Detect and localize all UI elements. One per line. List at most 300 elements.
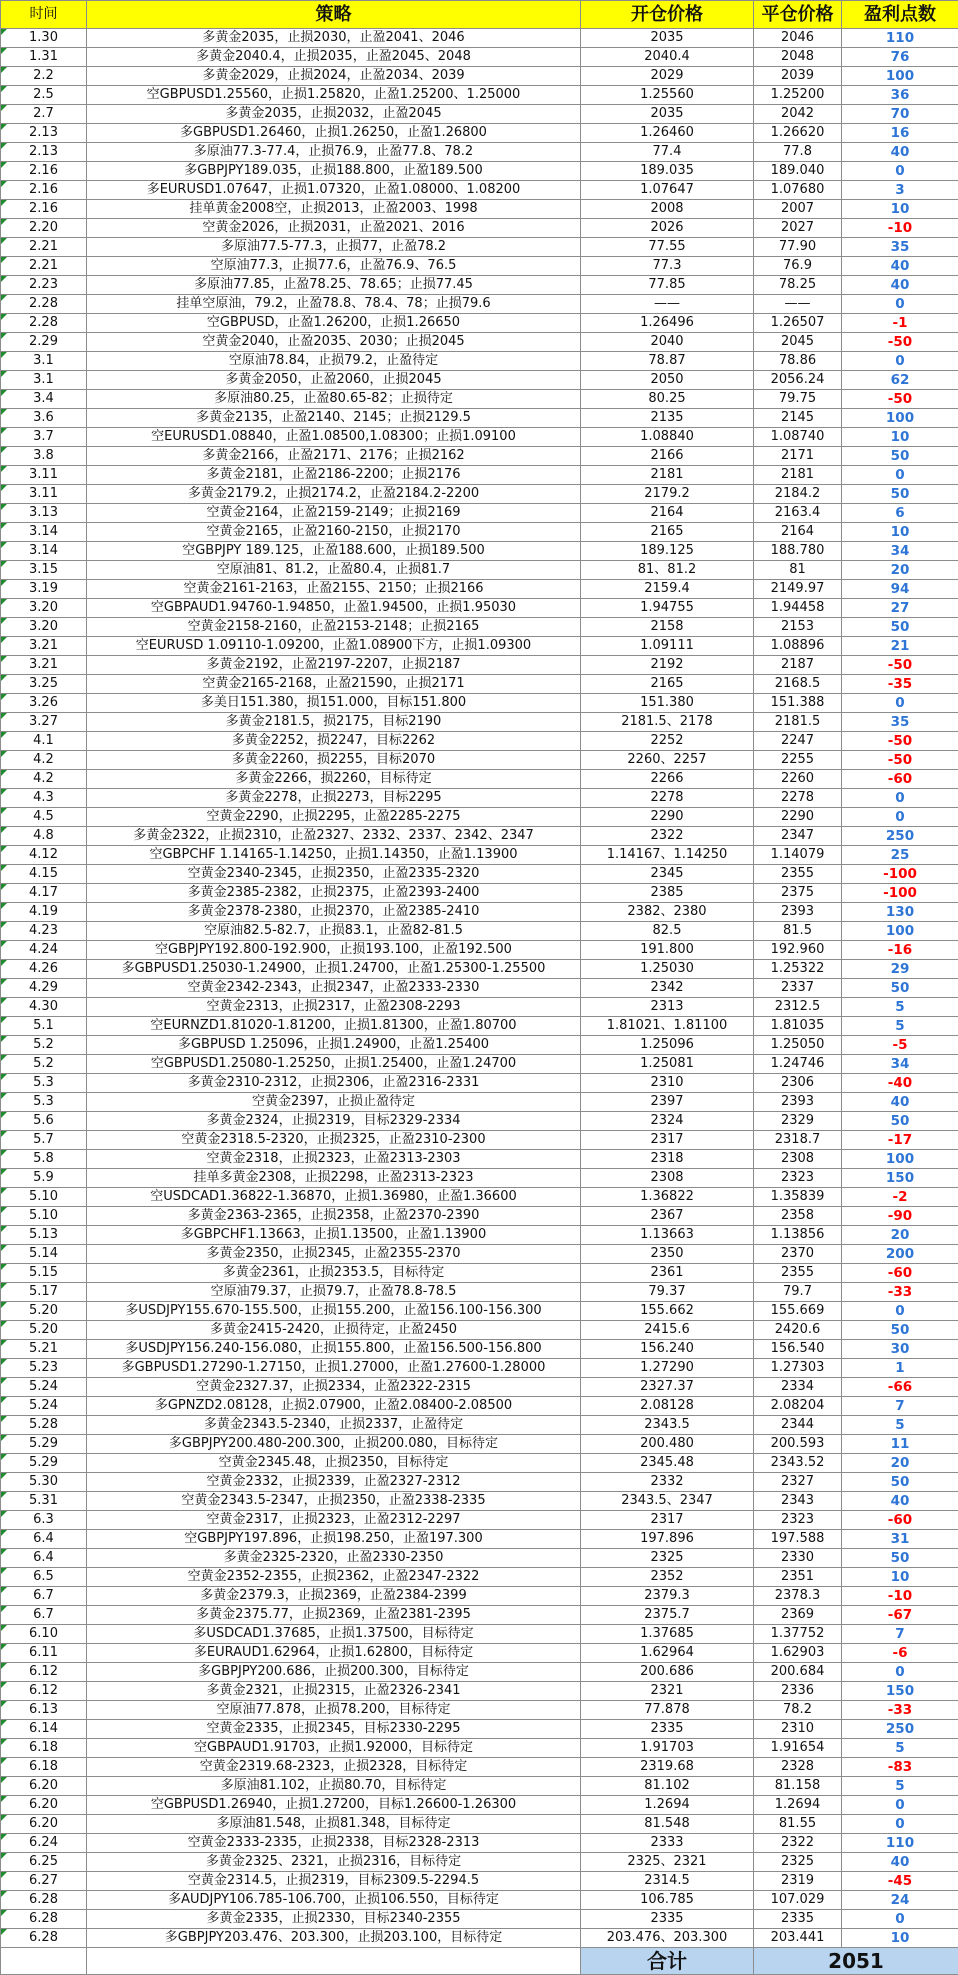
cell-profit-points: -60 [842, 1511, 958, 1530]
cell-open-price: 2343.5、2347 [581, 1492, 754, 1511]
table-row [1, 922, 958, 941]
table-row [1, 846, 958, 865]
cell-close-price: 1.91654 [754, 1739, 842, 1758]
table-row [1, 48, 958, 67]
cell-time: 6.5 [1, 1568, 87, 1587]
cell-strategy: 空GBPJPY 189.125，止盈188.600，止损189.500 [87, 542, 581, 561]
cell-close-price: 188.780 [754, 542, 842, 561]
table-row [1, 960, 958, 979]
cell-open-price: 2050 [581, 371, 754, 390]
cell-profit-points: 40 [842, 143, 958, 162]
table-row [1, 1701, 958, 1720]
cell-time: 3.7 [1, 428, 87, 447]
table-row [1, 542, 958, 561]
cell-profit-points: 0 [842, 352, 958, 371]
cell-open-price: 77.4 [581, 143, 754, 162]
cell-close-price: 79.7 [754, 1283, 842, 1302]
cell-time: 6.4 [1, 1549, 87, 1568]
cell-time: 5.9 [1, 1169, 87, 1188]
cell-open-price: 2322 [581, 827, 754, 846]
cell-time: 2.7 [1, 105, 87, 124]
table-row [1, 865, 958, 884]
cell-close-price: 189.040 [754, 162, 842, 181]
cell-profit-points: -50 [842, 732, 958, 751]
table-row [1, 333, 958, 352]
cell-open-price: 2343.5 [581, 1416, 754, 1435]
cell-open-price: 1.62964 [581, 1644, 754, 1663]
cell-open-price: 77.55 [581, 238, 754, 257]
cell-profit-points: 20 [842, 1454, 958, 1473]
cell-time: 5.21 [1, 1340, 87, 1359]
cell-strategy: 挂单空原油，79.2，止盈78.8、78.4、78；止损79.6 [87, 295, 581, 314]
cell-strategy: 空黄金2317，止损2323，止盈2312-2297 [87, 1511, 581, 1530]
cell-profit-points: 50 [842, 1321, 958, 1340]
cell-close-price: 2336 [754, 1682, 842, 1701]
cell-close-price: 2330 [754, 1549, 842, 1568]
cell-open-price: 2367 [581, 1207, 754, 1226]
cell-strategy: 空EURUSD 1.09110-1.09200，止盈1.08900下方，止损1.09300 [87, 637, 581, 656]
table-row [1, 1473, 958, 1492]
cell-strategy: 挂单黄金2008空，止损2013，止盈2003、1998 [87, 200, 581, 219]
table-row [1, 1872, 958, 1891]
cell-time: 6.13 [1, 1701, 87, 1720]
cell-profit-points: 94 [842, 580, 958, 599]
cell-close-price: 2308 [754, 1150, 842, 1169]
cell-strategy: 空GBPUSD1.26940，止损1.27200，目标1.26600-1.26300 [87, 1796, 581, 1815]
header-profit-points: 盈利点数 [842, 1, 958, 29]
table-row [1, 941, 958, 960]
cell-strategy: 空黄金2313，止损2317，止盈2308-2293 [87, 998, 581, 1017]
cell-strategy: 多黄金2385-2382，止损2375，止盈2393-2400 [87, 884, 581, 903]
cell-close-price: 2343.52 [754, 1454, 842, 1473]
cell-strategy: 空GBPJPY197.896，止损198.250，止盈197.300 [87, 1530, 581, 1549]
cell-close-price: 2375 [754, 884, 842, 903]
table-row [1, 1853, 958, 1872]
cell-close-price: 2312.5 [754, 998, 842, 1017]
table-row [1, 618, 958, 637]
cell-close-price: 2181 [754, 466, 842, 485]
table-row [1, 523, 958, 542]
cell-profit-points: -10 [842, 1587, 958, 1606]
cell-close-price: 2007 [754, 200, 842, 219]
cell-strategy: 空黄金2345.48，止损2350，目标待定 [87, 1454, 581, 1473]
cell-time: 3.26 [1, 694, 87, 713]
cell-close-price: 81.55 [754, 1815, 842, 1834]
cell-strategy: 多USDCAD1.37685，止损1.37500，目标待定 [87, 1625, 581, 1644]
cell-time: 6.28 [1, 1891, 87, 1910]
cell-time: 2.23 [1, 276, 87, 295]
table-row [1, 1720, 958, 1739]
cell-profit-points: -50 [842, 390, 958, 409]
table-row [1, 1777, 958, 1796]
table-row [1, 808, 958, 827]
cell-open-price: 2040 [581, 333, 754, 352]
cell-time: 6.11 [1, 1644, 87, 1663]
cell-strategy: 空原油77.3，止损77.6，止盈76.9、76.5 [87, 257, 581, 276]
cell-strategy: 多黄金2181，止盈2186-2200；止损2176 [87, 466, 581, 485]
cell-open-price: 2008 [581, 200, 754, 219]
cell-profit-points: 11 [842, 1435, 958, 1454]
cell-profit-points: 10 [842, 1568, 958, 1587]
cell-time: 5.14 [1, 1245, 87, 1264]
cell-time: 2.28 [1, 295, 87, 314]
cell-strategy: 多原油77.3-77.4，止损76.9，止盈77.8、78.2 [87, 143, 581, 162]
cell-profit-points: 5 [842, 1739, 958, 1758]
cell-open-price: 2179.2 [581, 485, 754, 504]
table-row [1, 219, 958, 238]
cell-time: 2.5 [1, 86, 87, 105]
cell-strategy: 空GBPJPY192.800-192.900，止损193.100，止盈192.500 [87, 941, 581, 960]
cell-close-price: 2358 [754, 1207, 842, 1226]
cell-open-price: 2332 [581, 1473, 754, 1492]
cell-open-price: 2313 [581, 998, 754, 1017]
cell-close-price: —— [754, 295, 842, 314]
cell-open-price: 2375.7 [581, 1606, 754, 1625]
cell-profit-points: -100 [842, 884, 958, 903]
cell-open-price: 2379.3 [581, 1587, 754, 1606]
cell-open-price: 200.686 [581, 1663, 754, 1682]
cell-close-price: 77.8 [754, 143, 842, 162]
table-row [1, 1150, 958, 1169]
cell-strategy: 空黄金2397，止损止盈待定 [87, 1093, 581, 1112]
table-row [1, 181, 958, 200]
cell-open-price: 106.785 [581, 1891, 754, 1910]
cell-close-price: 81 [754, 561, 842, 580]
cell-profit-points: 36 [842, 86, 958, 105]
cell-strategy: 多黄金2252，损2247，目标2262 [87, 732, 581, 751]
cell-strategy: 空黄金2319.68-2323，止损2328，目标待定 [87, 1758, 581, 1777]
table-row [1, 504, 958, 523]
cell-strategy: 空GBPAUD1.91703，止损1.92000，目标待定 [87, 1739, 581, 1758]
cell-open-price: —— [581, 295, 754, 314]
cell-close-price: 2393 [754, 903, 842, 922]
cell-close-price: 1.37752 [754, 1625, 842, 1644]
cell-close-price: 2042 [754, 105, 842, 124]
cell-profit-points: 100 [842, 409, 958, 428]
table-row [1, 238, 958, 257]
cell-close-price: 2310 [754, 1720, 842, 1739]
cell-profit-points: 0 [842, 162, 958, 181]
table-row [1, 1929, 958, 1948]
cell-time: 5.28 [1, 1416, 87, 1435]
cell-close-price: 2184.2 [754, 485, 842, 504]
cell-open-price: 2345 [581, 865, 754, 884]
table-row [1, 1264, 958, 1283]
cell-open-price: 2310 [581, 1074, 754, 1093]
table-row [1, 1397, 958, 1416]
cell-close-price: 2327 [754, 1473, 842, 1492]
cell-open-price: 1.81021、1.81100 [581, 1017, 754, 1036]
cell-time: 4.17 [1, 884, 87, 903]
cell-open-price: 82.5 [581, 922, 754, 941]
cell-time: 6.18 [1, 1758, 87, 1777]
cell-strategy: 空EURUSD1.08840，止盈1.08500,1.08300；止损1.09100 [87, 428, 581, 447]
table-row [1, 1435, 958, 1454]
table-row [1, 200, 958, 219]
cell-close-price: 2378.3 [754, 1587, 842, 1606]
cell-profit-points: 27 [842, 599, 958, 618]
cell-close-price: 2344 [754, 1416, 842, 1435]
cell-time: 6.25 [1, 1853, 87, 1872]
cell-profit-points: 21 [842, 637, 958, 656]
cell-time: 4.26 [1, 960, 87, 979]
cell-strategy: 多黄金2179.2，止损2174.2，止盈2184.2-2200 [87, 485, 581, 504]
cell-strategy: 空黄金2335，止损2345，目标2330-2295 [87, 1720, 581, 1739]
cell-close-price: 200.684 [754, 1663, 842, 1682]
cell-profit-points: -17 [842, 1131, 958, 1150]
cell-profit-points: 100 [842, 922, 958, 941]
cell-profit-points: 0 [842, 694, 958, 713]
table-row [1, 1036, 958, 1055]
cell-close-price: 1.62903 [754, 1644, 842, 1663]
cell-open-price: 2159.4 [581, 580, 754, 599]
cell-profit-points: 0 [842, 789, 958, 808]
table-row [1, 276, 958, 295]
cell-profit-points: 35 [842, 713, 958, 732]
cell-profit-points: -1 [842, 314, 958, 333]
table-row [1, 466, 958, 485]
cell-profit-points: 31 [842, 1530, 958, 1549]
cell-open-price: 81.548 [581, 1815, 754, 1834]
cell-open-price: 2325 [581, 1549, 754, 1568]
cell-strategy: 空原油82.5-82.7，止损83.1，止盈82-81.5 [87, 922, 581, 941]
cell-open-price: 79.37 [581, 1283, 754, 1302]
cell-profit-points: 30 [842, 1340, 958, 1359]
cell-open-price: 78.87 [581, 352, 754, 371]
cell-strategy: 多AUDJPY106.785-106.700，止损106.550，目标待定 [87, 1891, 581, 1910]
cell-open-price: 2135 [581, 409, 754, 428]
cell-open-price: 80.25 [581, 390, 754, 409]
cell-strategy: 多黄金2035，止损2032，止盈2045 [87, 105, 581, 124]
total-spacer-strategy [87, 1948, 581, 1975]
cell-close-price: 2027 [754, 219, 842, 238]
cell-time: 2.13 [1, 143, 87, 162]
cell-profit-points: 10 [842, 523, 958, 542]
cell-close-price: 2260 [754, 770, 842, 789]
cell-strategy: 多原油81.548，止损81.348，目标待定 [87, 1815, 581, 1834]
table-row [1, 314, 958, 333]
cell-profit-points: 3 [842, 181, 958, 200]
cell-close-price: 1.08740 [754, 428, 842, 447]
cell-time: 5.3 [1, 1093, 87, 1112]
cell-profit-points: -67 [842, 1606, 958, 1625]
cell-open-price: 2327.37 [581, 1378, 754, 1397]
cell-open-price: 2361 [581, 1264, 754, 1283]
cell-strategy: 多黄金2363-2365，止损2358，止盈2370-2390 [87, 1207, 581, 1226]
cell-close-price: 197.588 [754, 1530, 842, 1549]
total-row [1, 1948, 958, 1975]
cell-strategy: 多GBPJPY200.480-200.300，止损200.080，目标待定 [87, 1435, 581, 1454]
cell-time: 6.14 [1, 1720, 87, 1739]
table-row [1, 1606, 958, 1625]
table-row [1, 1682, 958, 1701]
cell-open-price: 2335 [581, 1720, 754, 1739]
cell-time: 2.21 [1, 257, 87, 276]
cell-strategy: 多黄金2361，止损2353.5，目标待定 [87, 1264, 581, 1283]
cell-profit-points: 100 [842, 67, 958, 86]
cell-strategy: 多黄金2040.4，止损2035，止盈2045、2048 [87, 48, 581, 67]
cell-close-price: 2323 [754, 1169, 842, 1188]
cell-profit-points: 40 [842, 257, 958, 276]
cell-profit-points: 70 [842, 105, 958, 124]
cell-profit-points: 10 [842, 1929, 958, 1948]
cell-profit-points: 50 [842, 979, 958, 998]
cell-time: 5.30 [1, 1473, 87, 1492]
cell-profit-points: -45 [842, 1872, 958, 1891]
cell-close-price: 2290 [754, 808, 842, 827]
cell-open-price: 2308 [581, 1169, 754, 1188]
cell-strategy: 空黄金2164，止盈2159-2149；止损2169 [87, 504, 581, 523]
table-row [1, 1454, 958, 1473]
cell-strategy: 多黄金2325、2321，止损2316，目标待定 [87, 1853, 581, 1872]
total-value: 2051 [754, 1948, 958, 1975]
cell-strategy: 多GPNZD2.08128，止损2.07900，止盈2.08400-2.08500 [87, 1397, 581, 1416]
cell-time: 5.3 [1, 1074, 87, 1093]
cell-strategy: 多GBPCHF1.13663，止损1.13500，止盈1.13900 [87, 1226, 581, 1245]
cell-open-price: 2319.68 [581, 1758, 754, 1777]
cell-profit-points: 0 [842, 1663, 958, 1682]
cell-time: 4.12 [1, 846, 87, 865]
cell-profit-points: -5 [842, 1036, 958, 1055]
cell-strategy: 多黄金2050，止盈2060，止损2045 [87, 371, 581, 390]
cell-time: 4.19 [1, 903, 87, 922]
cell-strategy: 多GBPJPY189.035，止损188.800，止盈189.500 [87, 162, 581, 181]
table-row [1, 371, 958, 390]
table-row [1, 124, 958, 143]
cell-time: 4.2 [1, 751, 87, 770]
cell-strategy: 多黄金2035，止损2030，止盈2041、2046 [87, 29, 581, 48]
cell-open-price: 2165 [581, 675, 754, 694]
cell-open-price: 2317 [581, 1131, 754, 1150]
table-row [1, 485, 958, 504]
cell-open-price: 203.476、203.300 [581, 1929, 754, 1948]
cell-profit-points: 20 [842, 561, 958, 580]
cell-close-price: 77.90 [754, 238, 842, 257]
cell-time: 4.2 [1, 770, 87, 789]
cell-open-price: 2325、2321 [581, 1853, 754, 1872]
table-row [1, 1188, 958, 1207]
table-row [1, 1359, 958, 1378]
cell-close-price: 2168.5 [754, 675, 842, 694]
table-row [1, 732, 958, 751]
cell-time: 6.4 [1, 1530, 87, 1549]
cell-time: 4.23 [1, 922, 87, 941]
cell-strategy: 多原油80.25，止盈80.65-82；止损待定 [87, 390, 581, 409]
cell-profit-points: 50 [842, 618, 958, 637]
table-row [1, 390, 958, 409]
cell-profit-points: 10 [842, 200, 958, 219]
cell-strategy: 多黄金2378-2380，止损2370，止盈2385-2410 [87, 903, 581, 922]
cell-time: 5.29 [1, 1454, 87, 1473]
cell-time: 3.1 [1, 371, 87, 390]
cell-profit-points: 50 [842, 447, 958, 466]
cell-strategy: 多GBPJPY200.686，止损200.300，目标待定 [87, 1663, 581, 1682]
cell-strategy: 多原油81.102，止损80.70，目标待定 [87, 1777, 581, 1796]
table-row [1, 67, 958, 86]
cell-profit-points: 0 [842, 1910, 958, 1929]
cell-time: 5.10 [1, 1188, 87, 1207]
cell-profit-points: 0 [842, 1796, 958, 1815]
cell-strategy: 多GBPUSD1.25030-1.24900，止损1.24700，止盈1.25300-1.25500 [87, 960, 581, 979]
cell-open-price: 2029 [581, 67, 754, 86]
cell-profit-points: -50 [842, 656, 958, 675]
cell-strategy: 空GBPCHF 1.14165-1.14250，止损1.14350，止盈1.13900 [87, 846, 581, 865]
cell-strategy: 多黄金2322，止损2310，止盈2327、2332、2337、2342、2347 [87, 827, 581, 846]
cell-strategy: 多黄金2029，止损2024，止盈2034、2039 [87, 67, 581, 86]
cell-open-price: 77.3 [581, 257, 754, 276]
cell-close-price: 1.26507 [754, 314, 842, 333]
cell-open-price: 191.800 [581, 941, 754, 960]
table-row [1, 1131, 958, 1150]
cell-close-price: 2048 [754, 48, 842, 67]
cell-strategy: 空黄金2161-2163，止盈2155、2150；止损2166 [87, 580, 581, 599]
cell-open-price: 1.91703 [581, 1739, 754, 1758]
cell-time: 5.10 [1, 1207, 87, 1226]
cell-close-price: 78.2 [754, 1701, 842, 1720]
cell-time: 3.1 [1, 352, 87, 371]
cell-profit-points: 5 [842, 998, 958, 1017]
cell-open-price: 2318 [581, 1150, 754, 1169]
cell-profit-points: 40 [842, 276, 958, 295]
cell-time: 5.24 [1, 1397, 87, 1416]
cell-profit-points: 35 [842, 238, 958, 257]
cell-close-price: 2325 [754, 1853, 842, 1872]
cell-strategy: 空黄金2318.5-2320，止损2325，止盈2310-2300 [87, 1131, 581, 1150]
cell-open-price: 200.480 [581, 1435, 754, 1454]
table-row [1, 447, 958, 466]
cell-profit-points: 0 [842, 1815, 958, 1834]
cell-profit-points: 100 [842, 1150, 958, 1169]
cell-time: 2.16 [1, 181, 87, 200]
cell-open-price: 2026 [581, 219, 754, 238]
cell-open-price: 2321 [581, 1682, 754, 1701]
cell-open-price: 77.85 [581, 276, 754, 295]
cell-close-price: 2328 [754, 1758, 842, 1777]
cell-profit-points: 5 [842, 1416, 958, 1435]
cell-close-price: 2278 [754, 789, 842, 808]
table-row [1, 1815, 958, 1834]
cell-time: 3.8 [1, 447, 87, 466]
cell-time: 6.20 [1, 1815, 87, 1834]
table-row [1, 1074, 958, 1093]
cell-close-price: 2420.6 [754, 1321, 842, 1340]
cell-profit-points: 200 [842, 1245, 958, 1264]
table-row [1, 675, 958, 694]
table-row [1, 1549, 958, 1568]
cell-close-price: 2335 [754, 1910, 842, 1929]
table-row [1, 1093, 958, 1112]
cell-open-price: 1.94755 [581, 599, 754, 618]
cell-profit-points: -50 [842, 751, 958, 770]
cell-profit-points: 5 [842, 1017, 958, 1036]
cell-close-price: 1.94458 [754, 599, 842, 618]
cell-open-price: 2333 [581, 1834, 754, 1853]
cell-strategy: 空黄金2332，止损2339，止盈2327-2312 [87, 1473, 581, 1492]
cell-open-price: 2266 [581, 770, 754, 789]
cell-close-price: 1.25322 [754, 960, 842, 979]
cell-profit-points: 110 [842, 1834, 958, 1853]
cell-time: 6.20 [1, 1777, 87, 1796]
cell-profit-points: 50 [842, 1112, 958, 1131]
cell-profit-points: -10 [842, 219, 958, 238]
table-row [1, 599, 958, 618]
cell-time: 2.2 [1, 67, 87, 86]
cell-close-price: 200.593 [754, 1435, 842, 1454]
cell-open-price: 1.25030 [581, 960, 754, 979]
cell-close-price: 203.441 [754, 1929, 842, 1948]
cell-close-price: 1.81035 [754, 1017, 842, 1036]
cell-open-price: 2181 [581, 466, 754, 485]
